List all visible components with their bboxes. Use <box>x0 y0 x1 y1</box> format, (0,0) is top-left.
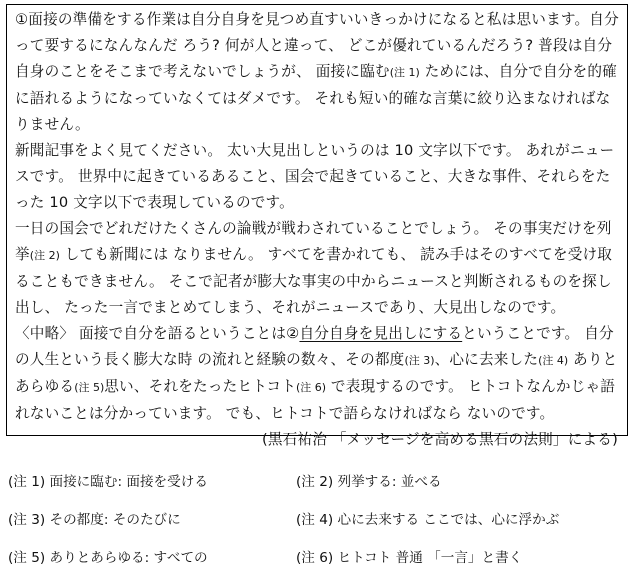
note-ref-2: (注 2) <box>29 249 60 262</box>
paragraph-4-text-b: ということです。 自分の人生という長く膨大な時 の流れと経験の数々、その都度 <box>15 325 614 368</box>
note-ref-1: (注 1) <box>389 66 420 79</box>
paragraph-3-text-a: 一日の国会でどれだけたくさんの論戦が戦わされていることでしょう。 その事実だけを列挙 <box>15 220 612 263</box>
underlined-phrase: 自分自身を見出しにする <box>299 325 463 342</box>
paragraph-2-text: 新聞記事をよく見てください。 太い大見出しというのは 10 文字以下です。 あれがニュースです。 世界中に起きているあること、国会で起きていること、大きな事件、それらをたった 10 文字以下で表現しているのです。 <box>15 142 615 211</box>
paragraph-4-text-f: で表現するのです。 ヒトコトなんかじゃ語れないことは分かっています。 でも、ヒトコトで語らなければなら ないのです。 <box>15 378 616 422</box>
note-ref-5: (注 5) <box>74 381 105 394</box>
paragraph-2 <box>15 138 620 216</box>
paragraph-1-text-b: ためには、自分で自分を的確に語れるようになっていなくてはダメです。 それも短い的確な言葉に絞り込まなければなりません。 <box>15 63 617 133</box>
paragraph-3 <box>15 216 620 321</box>
paragraph-4-text-e: 思い、それをたったヒトコト <box>104 378 297 395</box>
footnote-1: (注 1) 面接に臨む: 面接を受ける <box>8 474 208 490</box>
paragraph-4-text-d: ありとあらゆる <box>15 351 618 395</box>
footnote-6: (注 6) ヒトコト 普通 「一言」と書く <box>296 550 523 566</box>
paragraph-3-text-b: しても新聞には なりません。 すべてを書かれても、 読み手はそのすべてを受け取ることもできません。 そこで記者が膨大な事実の中からニュースと判断されるものを探し出し、 たった一言でまとめてしまう、それがニュースであり、大見出しなのです。 <box>15 246 613 316</box>
paragraph-1-text-a: 面接の準備をする作業は自分自身を見つめ直すいいきっかけになると私は思います。自分って要するになんなんだ ろう? 何が人と違って、 どこが優れているんだろう? 普段は自分自身のことをそこまで考えないでしょうが、 面接に臨む <box>15 11 619 80</box>
footnote-2: (注 2) 列挙する: 並べる <box>296 474 442 490</box>
circled-marker-1: ① <box>15 11 29 28</box>
source-citation: (黒石祐治 「メッセージを高める黒石の法則」による) <box>261 431 618 448</box>
note-ref-3: (注 3) <box>404 354 435 367</box>
paragraph-4-text-c: 、心に去来した <box>434 351 539 368</box>
reading-passage <box>6 4 628 448</box>
circled-marker-2: ② <box>286 325 300 342</box>
note-ref-6: (注 6) <box>296 381 327 394</box>
footnote-5: (注 5) ありとあらゆる: すべての <box>8 550 208 566</box>
note-ref-4: (注 4) <box>538 354 569 367</box>
footnote-3: (注 3) その都度: そのたびに <box>8 512 181 528</box>
paragraph-4 <box>15 321 620 427</box>
footnote-4: (注 4) 心に去来する ここでは、心に浮かぶ <box>296 512 560 528</box>
paragraph-4-text-a: 〈中略〉 面接で自分を語るということは <box>15 325 287 342</box>
paragraph-1 <box>15 7 620 138</box>
